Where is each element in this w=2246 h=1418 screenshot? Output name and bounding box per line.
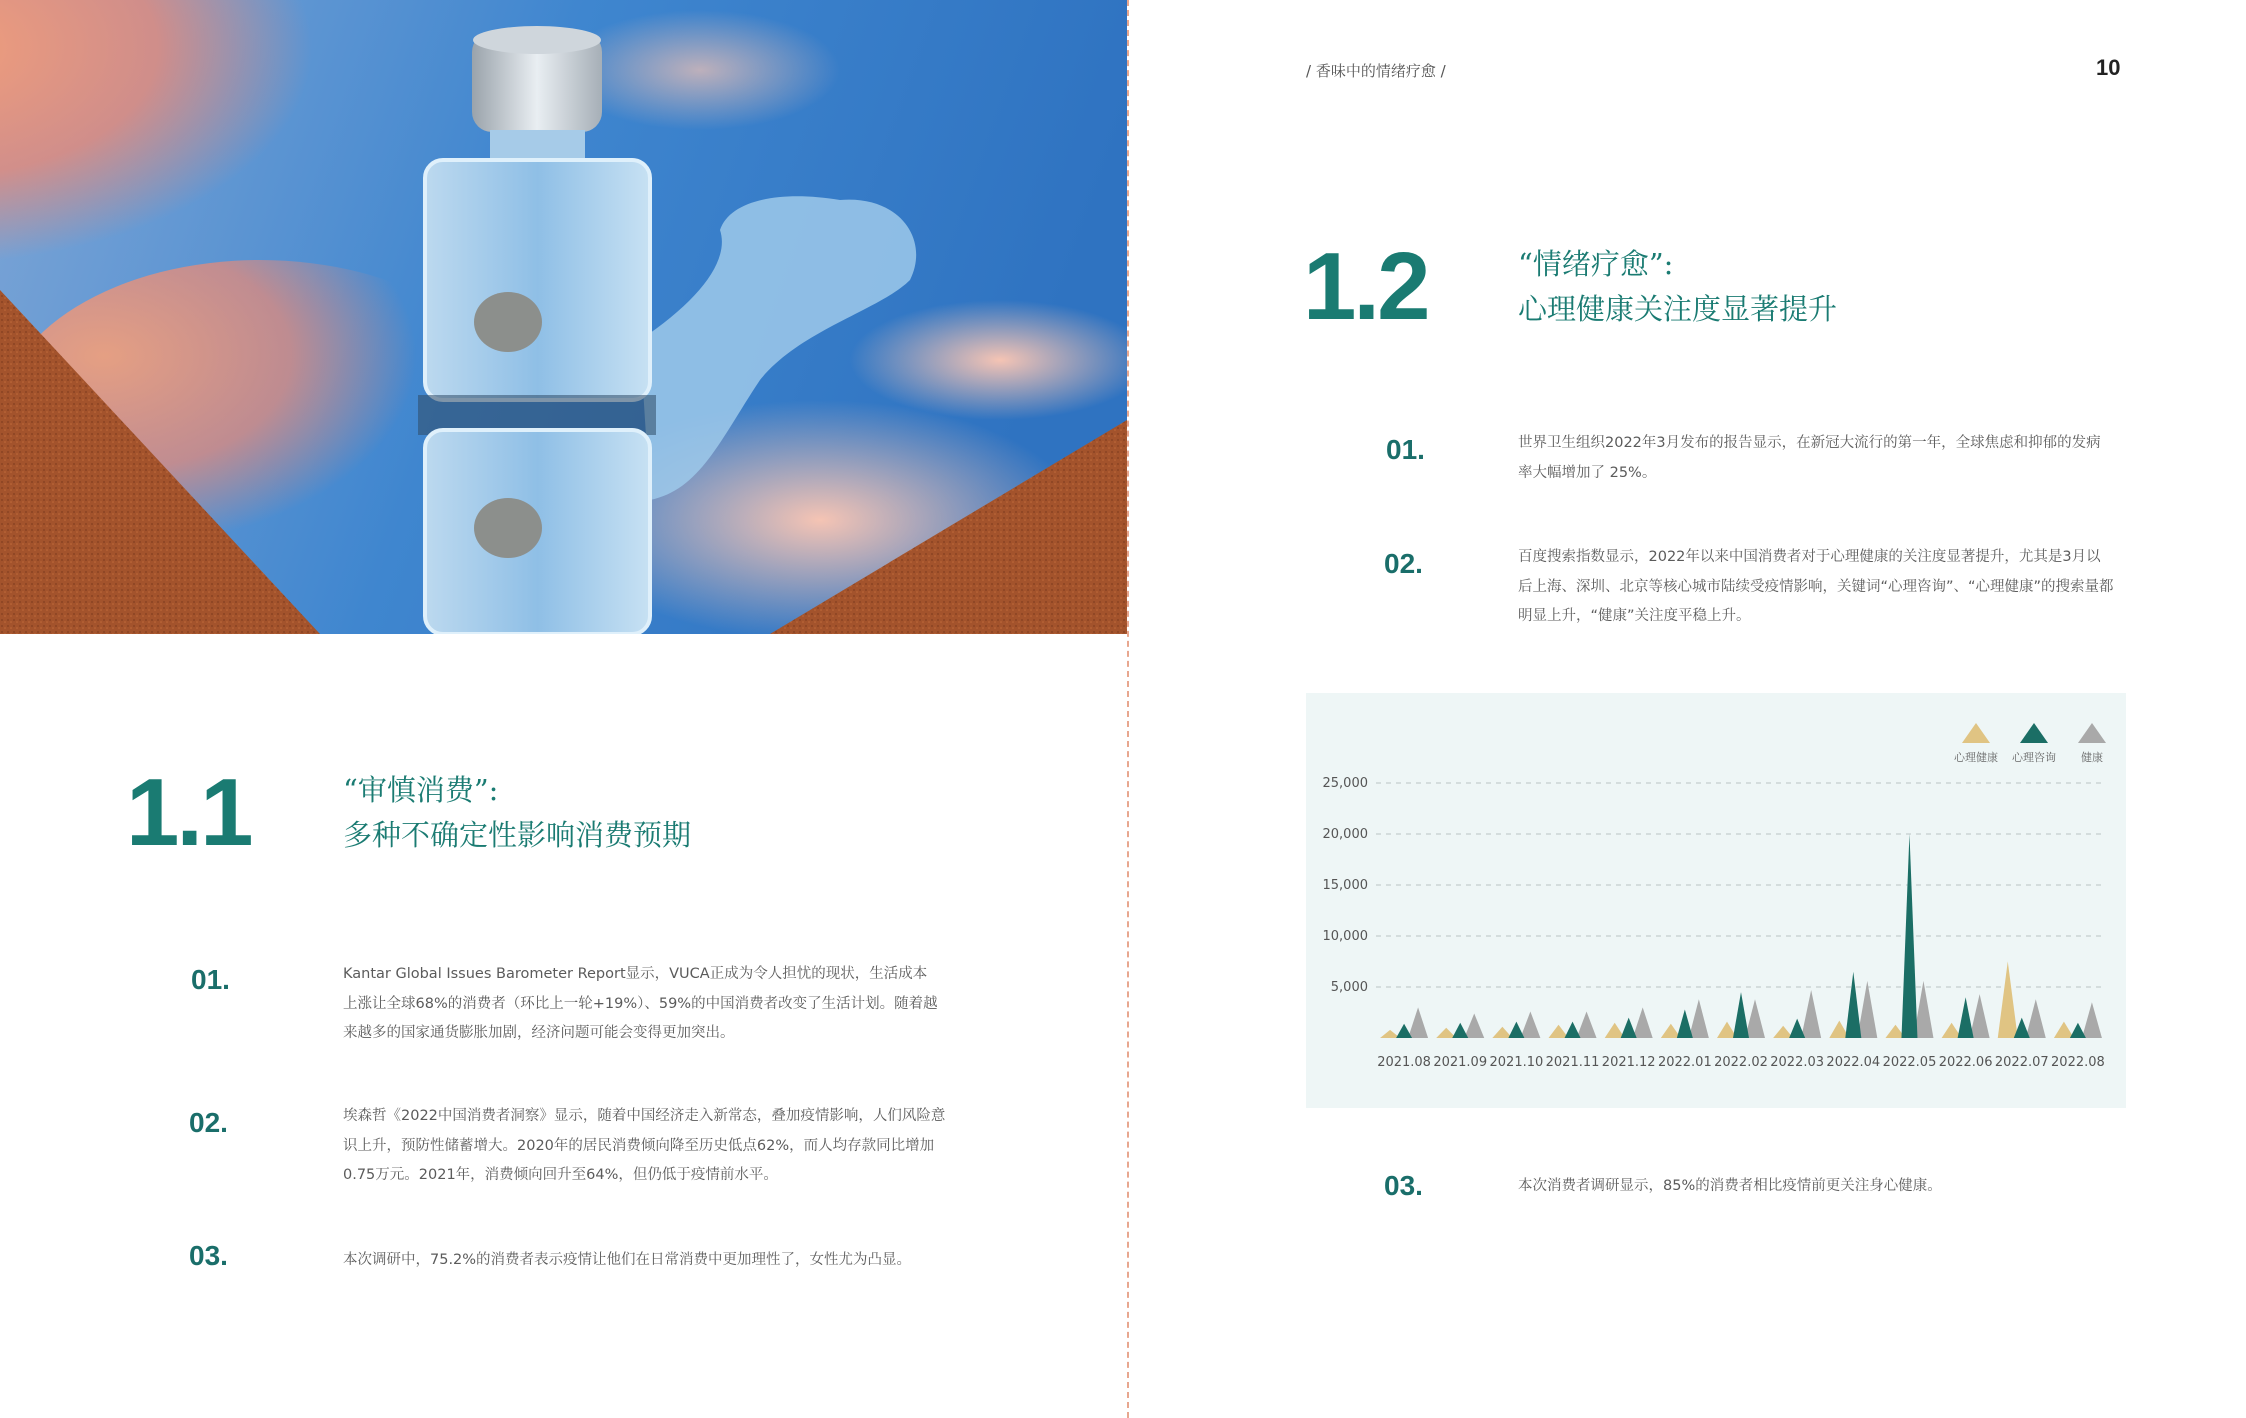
legend-swatch bbox=[1962, 723, 1990, 743]
item-number: 03. bbox=[1384, 1170, 1423, 1201]
x-tick-label: 2022.06 bbox=[1938, 1055, 1993, 1070]
chart-legend bbox=[1954, 723, 2106, 764]
item-number: 01. bbox=[1386, 434, 1425, 465]
y-tick-label: 5,000 bbox=[1330, 980, 1368, 995]
legend-swatch bbox=[2020, 723, 2048, 743]
data-peak bbox=[1408, 1007, 1428, 1038]
page-divider bbox=[1127, 0, 1129, 1418]
item-number: 01. bbox=[191, 964, 230, 995]
data-peak bbox=[2082, 1002, 2102, 1038]
data-peak bbox=[1452, 1023, 1468, 1038]
text-line: 埃森哲《2022中国消费者洞察》显示，随着中国经济走入新常态，叠加疫情影响，人们风险意 bbox=[343, 1108, 946, 1124]
y-tick-label: 20,000 bbox=[1322, 827, 1368, 842]
y-tick-label: 15,000 bbox=[1322, 878, 1368, 893]
data-peak bbox=[1396, 1024, 1412, 1038]
data-peak bbox=[1520, 1011, 1540, 1038]
legend-swatch bbox=[2078, 723, 2106, 743]
data-peak bbox=[1970, 994, 1990, 1038]
item-text bbox=[1518, 429, 2138, 488]
data-peak bbox=[2070, 1023, 2086, 1038]
y-tick-label: 10,000 bbox=[1322, 929, 1368, 944]
legend-label: 心理咨询 bbox=[2012, 751, 2056, 764]
data-peak bbox=[1677, 1009, 1693, 1038]
data-peak bbox=[1464, 1014, 1484, 1038]
item-text bbox=[1518, 543, 2138, 632]
data-peak bbox=[1789, 1019, 1805, 1038]
section-number: 1.1 bbox=[126, 759, 251, 866]
text-line: 明显上升，“健康”关注度平稳上升。 bbox=[1518, 608, 1751, 624]
data-peak bbox=[1801, 990, 1821, 1038]
x-tick-label: 2022.03 bbox=[1770, 1055, 1825, 1070]
text-line: 来越多的国家通货膨胀加剧，经济问题可能会变得更加突出。 bbox=[343, 1025, 735, 1041]
item-text bbox=[343, 960, 983, 1049]
x-tick-label: 2021.09 bbox=[1433, 1055, 1488, 1070]
data-peak bbox=[1745, 999, 1765, 1038]
item-text bbox=[343, 1102, 983, 1191]
section-title bbox=[1518, 242, 1837, 332]
x-tick-label: 2022.01 bbox=[1657, 1055, 1712, 1070]
data-peak bbox=[1689, 999, 1709, 1038]
x-tick-label: 2022.05 bbox=[1882, 1055, 1937, 1070]
section-title bbox=[343, 768, 691, 858]
data-peak bbox=[1565, 1022, 1581, 1038]
text-line: 本次消费者调研显示，85%的消费者相比疫情前更关注身心健康。 bbox=[1518, 1178, 1942, 1194]
section-number: 1.2 bbox=[1303, 233, 1428, 340]
section-title-line1: “情绪疗愈”: bbox=[1518, 247, 1674, 281]
text-line: 0.75万元。2021年，消费倾向回升至64%，但仍低于疫情前水平。 bbox=[343, 1167, 778, 1183]
x-tick-label: 2021.11 bbox=[1545, 1055, 1600, 1070]
text-line: 本次调研中，75.2%的消费者表示疫情让他们在日常消费中更加理性了，女性尤为凸显。 bbox=[343, 1252, 912, 1268]
text-line: 后上海、深圳、北京等核心城市陆续受疫情影响，关键词“心理咨询”、“心理健康”的搜索量都 bbox=[1518, 578, 2114, 595]
search-index-chart bbox=[1306, 693, 2126, 1108]
data-peak bbox=[1733, 992, 1749, 1038]
text-line: 上涨让全球68%的消费者（环比上一轮+19%）、59%的中国消费者改变了生活计划。随着越 bbox=[343, 995, 938, 1012]
section-title-line1: “审慎消费”: bbox=[343, 773, 499, 807]
y-tick-label: 25,000 bbox=[1322, 776, 1368, 791]
cover-photo bbox=[0, 0, 1127, 634]
text-line: 世界卫生组织2022年3月发布的报告显示，在新冠大流行的第一年，全球焦虑和抑郁的发病 bbox=[1518, 435, 2101, 451]
page-number: 10 bbox=[2096, 55, 2121, 80]
section-title-line2: 多种不确定性影响消费预期 bbox=[343, 818, 692, 852]
legend-label: 心理健康 bbox=[1954, 751, 1998, 764]
data-peak bbox=[1998, 962, 2018, 1039]
x-tick-label: 2021.12 bbox=[1601, 1055, 1656, 1070]
data-peak bbox=[1621, 1018, 1637, 1038]
x-tick-label: 2022.08 bbox=[2051, 1055, 2105, 1070]
breadcrumb: / 香味中的情绪疗愈 / bbox=[1306, 62, 1446, 80]
chart-svg bbox=[1306, 693, 2126, 1108]
text-line: 百度搜索指数显示，2022年以来中国消费者对于心理健康的关注度显著提升，尤其是3月以 bbox=[1518, 549, 2101, 565]
text-line: 识上升，预防性储蓄增大。2020年的居民消费倾向降至历史低点62%，而人均存款同比增加 bbox=[343, 1137, 935, 1154]
data-peak bbox=[2054, 1022, 2074, 1038]
x-tick-label: 2022.02 bbox=[1714, 1055, 1768, 1070]
data-peak bbox=[1508, 1022, 1524, 1038]
x-tick-label: 2022.07 bbox=[1994, 1055, 2049, 1070]
item-number: 02. bbox=[1384, 548, 1423, 579]
legend-label: 健康 bbox=[2081, 751, 2103, 764]
data-peak bbox=[1633, 1007, 1653, 1038]
section-title-line2: 心理健康关注度显著提升 bbox=[1518, 292, 1838, 326]
item-text bbox=[1518, 1172, 2138, 1202]
item-text bbox=[343, 1246, 983, 1276]
text-line: 率大幅增加了 25%。 bbox=[1518, 464, 1657, 481]
data-peak bbox=[1958, 997, 1974, 1038]
data-peak bbox=[1577, 1011, 1597, 1038]
text-line: Kantar Global Issues Barometer Report显示，VUCA正成为令人担忧的现状，生活成本 bbox=[343, 966, 928, 982]
x-axis bbox=[1377, 1055, 2105, 1070]
data-peak bbox=[1845, 972, 1861, 1038]
item-number: 02. bbox=[189, 1107, 228, 1138]
item-number: 03. bbox=[189, 1240, 228, 1271]
data-peak bbox=[1857, 981, 1877, 1038]
x-tick-label: 2022.04 bbox=[1826, 1055, 1881, 1070]
data-peak bbox=[2026, 999, 2046, 1038]
chart-grid bbox=[1376, 783, 2106, 987]
data-peak bbox=[1901, 834, 1917, 1038]
x-tick-label: 2021.08 bbox=[1377, 1055, 1431, 1070]
x-tick-label: 2021.10 bbox=[1489, 1055, 1544, 1070]
y-axis bbox=[1323, 776, 1369, 995]
